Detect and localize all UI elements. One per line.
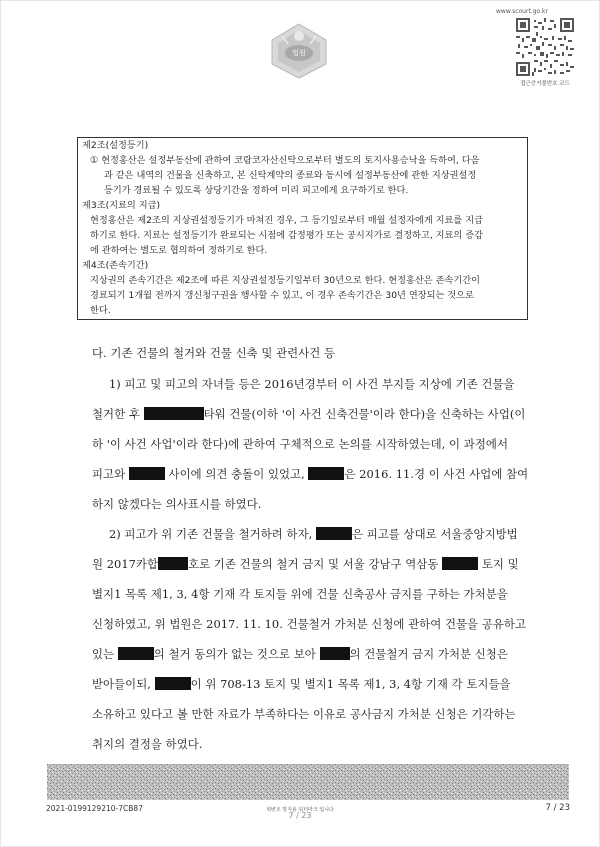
text-segment: 이 위 708-13 토지 및 별지1 목록 제1, 3, 4항 기재 각 토지들을 bbox=[190, 677, 511, 691]
contract-line: 등기가 경료될 수 있도록 상당기간을 정하여 미리 피고에게 요구하기로 한다. bbox=[104, 185, 409, 196]
paragraph-2-line: 별지1 목록 제1, 3, 4항 기재 각 토지들 위에 건물 신축공사 금지를 구하는 가처분을 bbox=[92, 587, 508, 601]
paragraph-2-line bbox=[92, 556, 519, 572]
article-2-title: 제2조(설정등기) bbox=[82, 140, 149, 151]
paragraph-1-line: 하지 않겠다는 의사표시를 하였다. bbox=[92, 497, 262, 511]
paragraph-2-line: 취지의 결정을 하였다. bbox=[92, 737, 203, 751]
redaction-block bbox=[320, 647, 350, 660]
redaction-block bbox=[155, 677, 191, 690]
paragraph-1-line bbox=[92, 466, 528, 482]
contract-line: 하기로 한다. 지료는 설정등기가 완료되는 시점에 감정평가 또는 공시지가로 결정하고, 지료의 증감 bbox=[90, 230, 483, 241]
text-segment: 받아들이되, bbox=[92, 677, 151, 691]
seal-text: 법원 bbox=[292, 49, 306, 57]
text-segment: 있는 bbox=[92, 647, 115, 661]
paragraph-1-line bbox=[92, 406, 525, 422]
paragraph-1-line: 하 '이 사건 사업'이라 한다)에 관하여 구체적으로 논의를 시작하였는데, 이 과정에서 bbox=[92, 437, 508, 451]
contract-line: 경료되기 1개월 전까지 갱신청구권을 행사할 수 있고, 이 경우 존속기간은 30년 연장되는 것으로 bbox=[90, 290, 474, 301]
article-3-title: 제3조(지료의 지급) bbox=[82, 200, 161, 211]
text-segment: 사이에 의견 충돌이 있었고, bbox=[168, 467, 305, 481]
redaction-block bbox=[129, 467, 165, 480]
contract-line: 지상권의 존속기간은 제2조에 따른 지상권설정등기일부터 30년으로 한다. 현정홍산은 존속기간이 bbox=[90, 275, 480, 286]
contract-line: 과 같은 내역의 건물을 신축하고, 본 신탁계약의 종료와 동시에 설정부동산에 관한 지상권설정 bbox=[104, 170, 477, 181]
section-heading: 다. 기존 건물의 철거와 건물 신축 및 관련사건 등 bbox=[92, 346, 336, 360]
redaction-block bbox=[144, 407, 204, 420]
contract-line: 에 관하여는 별도로 협의하여 정하기로 한다. bbox=[90, 245, 268, 256]
text-segment: 호로 기존 건물의 철거 금지 및 서울 강남구 역삼동 bbox=[188, 557, 439, 571]
text-segment: 타워 건물(이하 '이 사건 신축건물'이라 한다)을 신축하는 사업(이 bbox=[203, 407, 526, 421]
redaction-block bbox=[158, 557, 188, 570]
text-segment: 철거한 후 bbox=[92, 407, 140, 421]
text-segment: 의 철거 동의가 없는 것으로 보아 bbox=[153, 647, 316, 661]
text-segment: 피고와 bbox=[92, 467, 126, 481]
redaction-block bbox=[308, 467, 344, 480]
watermark-noise-band bbox=[47, 764, 569, 800]
qr-label: 접근증거물번호 코드 bbox=[520, 81, 570, 87]
page-number: 7 / 23 bbox=[545, 803, 570, 813]
center-page-number: 7 / 23 bbox=[288, 811, 312, 820]
text-segment: 2) 피고가 위 기존 건물을 철거하려 하자, bbox=[109, 527, 313, 541]
paragraph-2-line bbox=[92, 646, 508, 662]
paragraph-2-line: 신청하였고, 위 법원은 2017. 11. 10. 건물철거 가처분 신청에 관하여 건물을 공유하고 bbox=[92, 617, 526, 631]
qr-code-icon bbox=[516, 18, 574, 76]
document-id: 2021-0199129210-7CB87 bbox=[46, 804, 143, 813]
redaction-block bbox=[316, 527, 352, 540]
redaction-block bbox=[442, 557, 478, 570]
redaction-block bbox=[118, 647, 154, 660]
paragraph-2-line bbox=[92, 676, 511, 692]
contract-excerpt-box bbox=[77, 137, 528, 320]
article-4-title: 제4조(존속기간) bbox=[82, 260, 149, 271]
contract-line: 한다. bbox=[90, 305, 111, 316]
text-segment: 토지 및 bbox=[481, 557, 519, 571]
paragraph-2-line bbox=[109, 526, 518, 542]
paragraph-2-line: 소유하고 있다고 볼 만한 자료가 부족하다는 이유로 공사금지 가처분 신청은 기각하는 bbox=[92, 707, 516, 721]
site-url: www.scourt.go.kr bbox=[496, 8, 548, 15]
text-segment: 은 피고를 상대로 서울중앙지방법 bbox=[351, 527, 518, 541]
text-segment: 은 2016. 11.경 이 사건 사업에 참여 bbox=[344, 467, 529, 481]
text-segment: 의 건물철거 금지 가처분 신청은 bbox=[349, 647, 508, 661]
watermark-note: 위변조 방지용 워터마크 입니다 bbox=[266, 807, 334, 813]
contract-line: 현정홍산은 제2조의 지상권설정등기가 마쳐진 경우, 그 등기일로부터 매월 설정자에게 지료를 지급 bbox=[90, 215, 483, 226]
paragraph-1-line: 1) 피고 및 피고의 자녀들 등은 2016년경부터 이 사건 부지들 지상에 기존 건물을 bbox=[109, 377, 515, 391]
contract-line: ① 현정홍산은 설정부동산에 관하여 코람코자산신탁으로부터 별도의 토지사용승낙을 득하여, 다음 bbox=[90, 155, 480, 166]
text-segment: 원 2017카합 bbox=[92, 557, 159, 571]
